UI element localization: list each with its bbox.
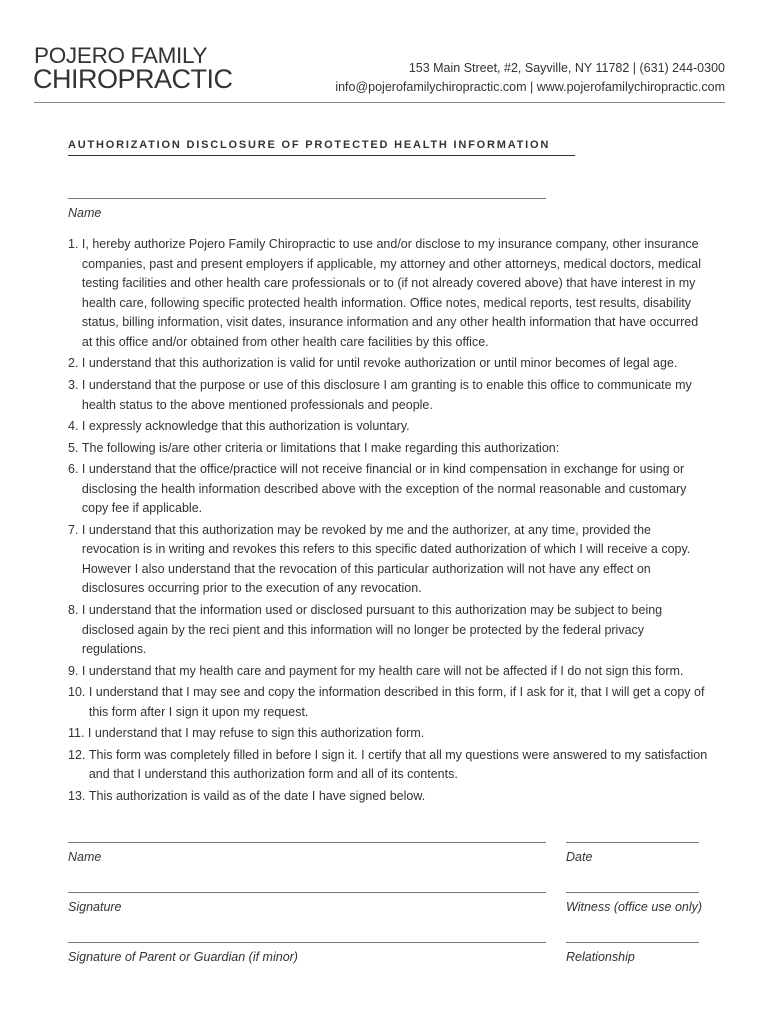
date-line[interactable] [566, 842, 699, 843]
item-number: 3. [68, 377, 82, 392]
item-number: 11. [68, 726, 88, 741]
item-text: I understand that I may see and copy the information described in this form, if I ask for it, that I will get a copy of this form after I sign it upon my request. [88, 685, 705, 719]
item-number: 1. [68, 237, 82, 251]
item-number: 10. [68, 685, 89, 700]
item-text: I understand that the information used or disclosed pursuant to this authorization may be subject to being disclosed again by the reci pient and this information will no longer be protected by the federal privacy regulations. [81, 602, 663, 657]
relationship-label: Relationship [566, 950, 635, 964]
item-text: I understand that the office/practice will not receive financial or in kind compensation in exchange for using or disclosing the health information described above with the exception of the normal reasonable and customary copy fee if applicable. [81, 461, 687, 516]
item-number: 7. [68, 522, 82, 537]
list-item [68, 235, 708, 353]
witness-label: Witness (office use only) [566, 900, 703, 914]
signer-name-label: Name [68, 850, 102, 864]
item-number: 8. [68, 602, 82, 617]
list-item [68, 724, 708, 744]
logo-line-2: CHIROPRACTIC [33, 64, 233, 94]
item-number: 5. [68, 440, 82, 455]
name-field-line[interactable] [68, 198, 546, 199]
witness-line[interactable] [566, 892, 699, 893]
list-item [68, 787, 708, 807]
item-text: I understand that my health care and payment for my health care will not be affected if I do not sign this form. [81, 663, 684, 678]
guardian-signature-label: Signature of Parent or Guardian (if minor) [68, 950, 298, 964]
item-number: 12. [68, 747, 89, 762]
list-item [68, 439, 708, 459]
header-divider [34, 102, 725, 103]
guardian-signature-line[interactable] [68, 942, 546, 943]
authorization-items [68, 235, 708, 808]
list-item [68, 746, 708, 785]
signature-line[interactable] [68, 892, 546, 893]
logo-line-1: POJERO FAMILY [34, 43, 208, 68]
list-item [68, 460, 708, 519]
item-text: I understand that this authorization is valid for until revoke authorization or until minor becomes of legal age. [81, 356, 678, 371]
list-item [68, 662, 708, 682]
date-label: Date [566, 850, 593, 864]
form-title: AUTHORIZATION DISCLOSURE OF PROTECTED HEALTH INFORMATION [68, 139, 551, 151]
item-text: The following is/are other criteria or limitations that I make regarding this authorization: [81, 440, 560, 455]
item-number: 13. [68, 788, 89, 803]
name-label: Name [68, 206, 102, 220]
item-text: I, hereby authorize Pojero Family Chiropractic to use and/or disclose to my insurance company, other insurance companies, past and present employers if applicable, my attorney and other attorneys, medical doctors, medical testing facilities and other health care professionals or to (if not already covered above) that have interest in my health care, following specific protected health information. Office notes, medical reports, test results, disability status, billing information, visit dates, insurance information and any other health information that have occurred at this office and/or obtained from other health care facilities by this office. [81, 237, 701, 349]
item-text: I expressly acknowledge that this authorization is voluntary. [81, 419, 410, 434]
list-item [68, 354, 708, 374]
title-underline [68, 155, 575, 156]
list-item [68, 376, 708, 415]
item-text: This form was completely filled in before I sign it. I certify that all my questions were answered to my satisfaction and that I understand this authorization form and all of its contents. [88, 747, 708, 782]
item-number: 2. [68, 356, 82, 371]
list-item [68, 417, 708, 437]
relationship-line[interactable] [566, 942, 699, 943]
list-item [68, 601, 708, 660]
item-number: 9. [68, 663, 82, 678]
item-number: 4. [68, 419, 82, 434]
item-text: I understand that this authorization may be revoked by me and the authorizer, at any time, provided the revocation is in writing and revokes this refers to this specific dated authorization of which I will receive a copy. However I also understand that the revocation of this particular authorization will not have any effect on disclosures occurring prior to the execution of any revocation. [81, 522, 691, 596]
signature-label: Signature [68, 900, 122, 914]
item-number: 6. [68, 461, 82, 476]
contact-address-phone: 153 Main Street, #2, Sayville, NY 11782 | (631) 244-0300 [408, 61, 725, 75]
list-item [68, 521, 708, 599]
list-item [68, 683, 708, 722]
signer-name-line[interactable] [68, 842, 546, 843]
item-text: This authorization is vaild as of the date I have signed below. [88, 788, 426, 803]
item-text: I understand that the purpose or use of this disclosure I am granting is to enable this office to communicate my health status to the above mentioned professionals and people. [81, 377, 692, 412]
item-text: I understand that I may refuse to sign this authorization form. [87, 726, 425, 741]
contact-email-web: info@pojerofamilychiropractic.com | www.pojerofamilychiropractic.com [335, 80, 725, 94]
